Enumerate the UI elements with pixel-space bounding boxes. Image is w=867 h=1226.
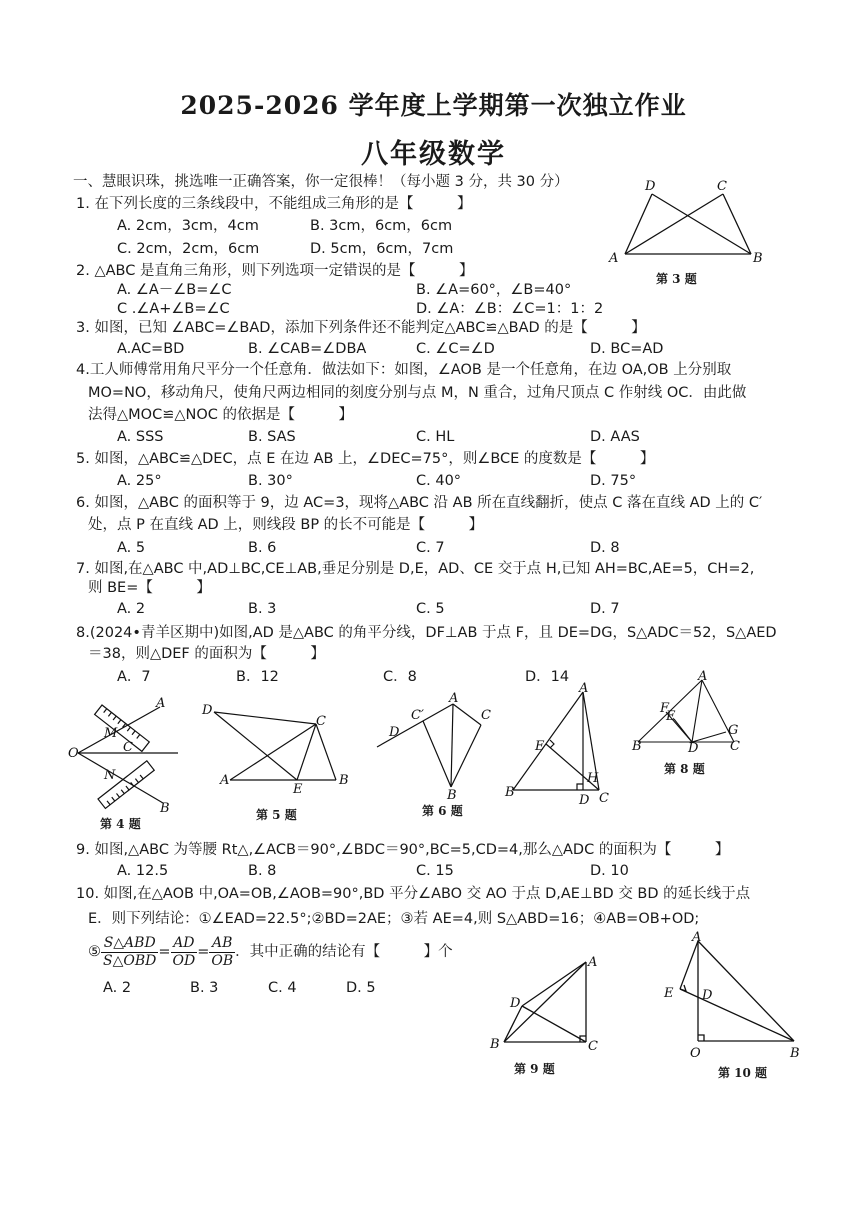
q3-option-a: A.AC=BD (117, 341, 185, 357)
page-subtitle: 八年级数学 (361, 139, 506, 170)
fig10-label-a: A (692, 930, 702, 945)
question-10-item-5 (88, 934, 453, 970)
fig8-label-a: A (698, 669, 708, 684)
q3-option-b: B. ∠CAB=∠DBA (248, 341, 367, 357)
question-10-line-2: E．则下列结论：①∠EAD=22.5°;②BD=2AE；③若 AE=4,则 S△ABD=16；④AB=OB+OD; (88, 911, 700, 927)
fig3-label-d: D (645, 179, 656, 194)
q6-option-b: B. 6 (248, 540, 277, 556)
question-4-line-1: 4.工人师傅常用角尺平分一个任意角．做法如下：如图，∠AOB 是一个任意角，在边 OA,OB 上分别取 (76, 362, 732, 378)
section-heading: 一、慧眼识珠，挑选唯一正确答案，你一定很棒！（每小题 3 分，共 30 分） (73, 174, 569, 190)
fraction-1-numerator: S△ABD (101, 935, 158, 953)
fig7-label-e: E (535, 739, 545, 754)
question-10-line-1: 10. 如图,在△AOB 中,OA=OB,∠AOB=90°,BD 平分∠ABO 交 AO 于点 D,AE⊥BD 交 BD 的延长线于点 (76, 886, 751, 902)
fig9-caption: 第 9 题 (514, 1062, 555, 1076)
figure-5 (200, 700, 355, 800)
fig9-label-a: A (588, 955, 598, 970)
q6-option-a: A. 5 (117, 540, 146, 556)
fig4-label-a: A (156, 696, 166, 711)
fig3-label-a: A (609, 251, 619, 266)
fig9-label-d: D (510, 996, 521, 1011)
fig4-label-c: C (123, 740, 133, 755)
q5-option-a: A. 25° (117, 473, 162, 489)
fig8-caption: 第 8 题 (664, 762, 705, 776)
equals-sign-1: = (158, 944, 171, 960)
q5-option-b: B. 30° (248, 473, 293, 489)
q1-option-b: B. 3cm，6cm，6cm (310, 218, 453, 234)
fig7-label-b: B (505, 785, 515, 800)
q7-option-c: C. 5 (416, 601, 445, 617)
fig10-label-d: D (702, 988, 713, 1003)
item-5-marker: ⑤ (88, 944, 101, 960)
fraction-2-denominator: OD (172, 952, 196, 969)
question-6-line-1: 6. 如图，△ABC 的面积等于 9，边 AC=3，现将△ABC 沿 AB 所在直线翻折，使点 C 落在直线 AD 上的 C′ (76, 495, 763, 511)
q8-option-d: D．14 (525, 669, 570, 685)
q1-option-c: C. 2cm，2cm，6cm (117, 241, 260, 257)
question-9: 9. 如图,△ABC 为等腰 Rt△,∠ACB＝90°,∠BDC＝90°,BC=5,CD=4,那么△ADC 的面积为【 】 (76, 842, 730, 858)
q4-option-d: D. AAS (590, 429, 640, 445)
fig4-label-b: B (160, 801, 170, 816)
q3-option-d: D. BC=AD (590, 341, 664, 357)
fig5-label-c: C (316, 714, 326, 729)
q9-option-c: C. 15 (416, 863, 454, 879)
q1-option-a: A. 2cm，3cm，4cm (117, 218, 259, 234)
fig5-label-a: A (220, 773, 230, 788)
fig5-label-b: B (339, 773, 349, 788)
question-7-line-1: 7. 如图,在△ABC 中,AD⊥BC,CE⊥AB,垂足分别是 D,E，AD、CE 交于点 H,已知 AH=BC,AE=5，CH=2, (76, 561, 755, 577)
fig5-caption: 第 5 题 (256, 808, 297, 822)
fig5-label-d: D (202, 703, 213, 718)
fig8-label-f: F (660, 701, 670, 716)
q3-option-c: C. ∠C=∠D (416, 341, 495, 357)
q10-option-d: D. 5 (346, 980, 376, 996)
fig6-caption: 第 6 题 (422, 804, 463, 818)
q8-option-c: C．8 (383, 669, 417, 685)
question-2: 2. △ABC 是直角三角形，则下列选项一定错误的是【 】 (76, 263, 474, 279)
fig10-label-b: B (790, 1046, 800, 1061)
figure-4 (68, 695, 193, 815)
q8-option-a: A．7 (117, 669, 151, 685)
fraction-ad-od (171, 935, 198, 970)
fig10-label-e: E (664, 986, 674, 1001)
figure-7 (503, 681, 613, 809)
question-5: 5. 如图，△ABC≌△DEC，点 E 在边 AB 上，∠DEC=75°，则∠BCE 的度数是【 】 (76, 451, 655, 467)
fig9-label-b: B (490, 1037, 500, 1052)
fig3-label-c: C (717, 179, 727, 194)
q2-option-b: B. ∠A=60°，∠B=40° (416, 282, 572, 298)
q10-option-c: C. 4 (268, 980, 297, 996)
figure-9 (488, 950, 608, 1060)
fig4-label-o: O (68, 746, 79, 761)
q6-option-c: C. 7 (416, 540, 445, 556)
fig8-label-e: E (666, 709, 676, 724)
fig8-label-d: D (688, 741, 699, 756)
fig7-label-d: D (579, 793, 590, 808)
q7-option-b: B. 3 (248, 601, 277, 617)
q9-option-b: B. 8 (248, 863, 277, 879)
page-title: 2025-2026 学年度上学期第一次独立作业 (180, 91, 687, 120)
fraction-area-ratio (101, 935, 158, 970)
q10-option-b: B. 3 (190, 980, 219, 996)
q4-option-c: C. HL (416, 429, 455, 445)
fig3-label-b: B (753, 251, 763, 266)
fig5-label-e: E (293, 782, 303, 797)
question-8-line-2: ＝38，则△DEF 的面积为【 】 (88, 646, 325, 662)
question-3: 3. 如图，已知 ∠ABC=∠BAD，添加下列条件还不能判定△ABC≌△BAD 的是【 】 (76, 320, 646, 336)
fig6-label-c: C (481, 708, 491, 723)
equals-sign-2: = (197, 944, 210, 960)
fig6-label-c-prime: C′ (411, 708, 424, 723)
q9-option-d: D. 10 (590, 863, 629, 879)
question-8-line-1: 8.(2024•青羊区期中)如图,AD 是△ABC 的角平分线，DF⊥AB 于点 F，且 DE=DG，S△ADC＝52，S△AED (76, 625, 777, 641)
fig7-label-a: A (579, 681, 589, 696)
q4-option-a: A. SSS (117, 429, 164, 445)
q2-option-a: A. ∠A－∠B=∠C (117, 282, 232, 298)
question-7-line-2: 则 BE=【 】 (88, 580, 211, 596)
figure-6 (375, 692, 500, 802)
fraction-2-numerator: AD (171, 935, 198, 953)
fig10-label-o: O (690, 1046, 701, 1061)
fig8-label-c: C (730, 739, 740, 754)
q5-option-d: D. 75° (590, 473, 637, 489)
figure-10 (662, 925, 812, 1065)
question-6-line-2: 处，点 P 在直线 AD 上，则线段 BP 的长不可能是【 】 (88, 517, 484, 533)
fig3-caption: 第 3 题 (656, 272, 697, 286)
q7-option-a: A. 2 (117, 601, 146, 617)
fig8-label-b: B (632, 739, 642, 754)
fig7-label-c: C (599, 791, 609, 806)
fig9-label-c: C (588, 1039, 598, 1054)
item-5-suffix: ．其中正确的结论有【 】个 (235, 944, 453, 960)
fraction-3-denominator: OB (211, 952, 234, 969)
fig6-label-d: D (389, 725, 400, 740)
q6-option-d: D. 8 (590, 540, 620, 556)
q8-option-b: B．12 (236, 669, 279, 685)
q2-option-c: C .∠A+∠B=∠C (117, 301, 230, 317)
q9-option-a: A. 12.5 (117, 863, 169, 879)
fig6-label-a: A (449, 691, 459, 706)
fraction-1-denominator: S△OBD (103, 952, 157, 969)
fig10-caption: 第 10 题 (718, 1066, 768, 1080)
question-1: 1. 在下列长度的三条线段中，不能组成三角形的是【 】 (76, 196, 472, 212)
figure-8 (630, 669, 745, 757)
q2-option-d: D. ∠A：∠B：∠C=1：1：2 (416, 301, 604, 317)
question-4-line-2: MO=NO，移动角尺，使角尺两边相同的刻度分别与点 M，N 重合，过角尺顶点 C 作射线 OC．由此做 (88, 385, 747, 401)
question-4-line-3: 法得△MOC≌△NOC 的依据是【 】 (88, 407, 353, 423)
fig4-caption: 第 4 题 (100, 817, 141, 831)
q4-option-b: B. SAS (248, 429, 296, 445)
fig4-label-m: M (104, 726, 118, 741)
q7-option-d: D. 7 (590, 601, 620, 617)
q1-option-d: D. 5cm，6cm，7cm (310, 241, 454, 257)
q5-option-c: C. 40° (416, 473, 462, 489)
fig6-label-b: B (447, 788, 457, 803)
fig7-label-h: H (587, 771, 599, 786)
fraction-3-numerator: AB (209, 935, 235, 953)
fig8-label-g: G (728, 723, 739, 738)
q10-option-a: A. 2 (103, 980, 132, 996)
fraction-ab-ob (209, 935, 235, 970)
fig4-label-n: N (104, 768, 116, 783)
